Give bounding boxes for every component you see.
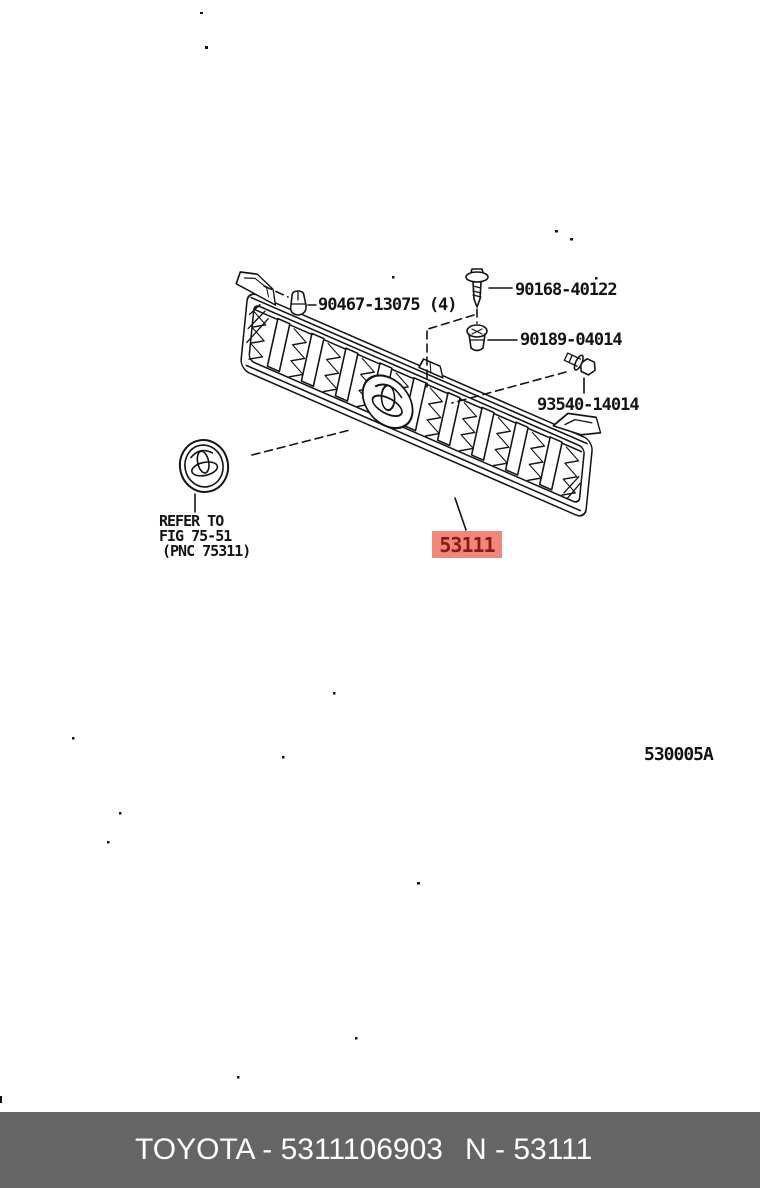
- grille-center-tab: [419, 357, 444, 377]
- toyota-emblem-badge: [175, 436, 233, 497]
- figure-code: 530005A: [644, 744, 713, 765]
- part-label-90467-13075: 90467-13075 (4): [318, 295, 457, 315]
- emblem-reference-note: [159, 514, 250, 559]
- screw-icon: [466, 269, 488, 307]
- highlighted-part-53111[interactable]: 53111: [432, 531, 502, 558]
- clip-icon: [291, 291, 306, 315]
- bolt-icon: [563, 349, 599, 377]
- emblem-note-line-2: FIG 75-51: [159, 527, 232, 545]
- footer-part-group: N - 53111: [465, 1133, 593, 1166]
- grille-left-bracket: [236, 266, 278, 305]
- part-label-90168-40122: 90168-40122: [515, 280, 617, 300]
- footer-bar: [0, 1112, 760, 1188]
- scan-artifact-dots: [0, 12, 598, 1103]
- footer-part-reference: TOYOTA - 5311106903: [135, 1133, 443, 1166]
- grommet-icon: [467, 325, 487, 351]
- part-label-90189-04014: 90189-04014: [520, 330, 622, 350]
- part-label-93540-14014: 93540-14014: [537, 395, 639, 415]
- emblem-note-line-1: REFER TO: [159, 512, 224, 530]
- emblem-note-line-3: (PNC 75311): [162, 542, 251, 560]
